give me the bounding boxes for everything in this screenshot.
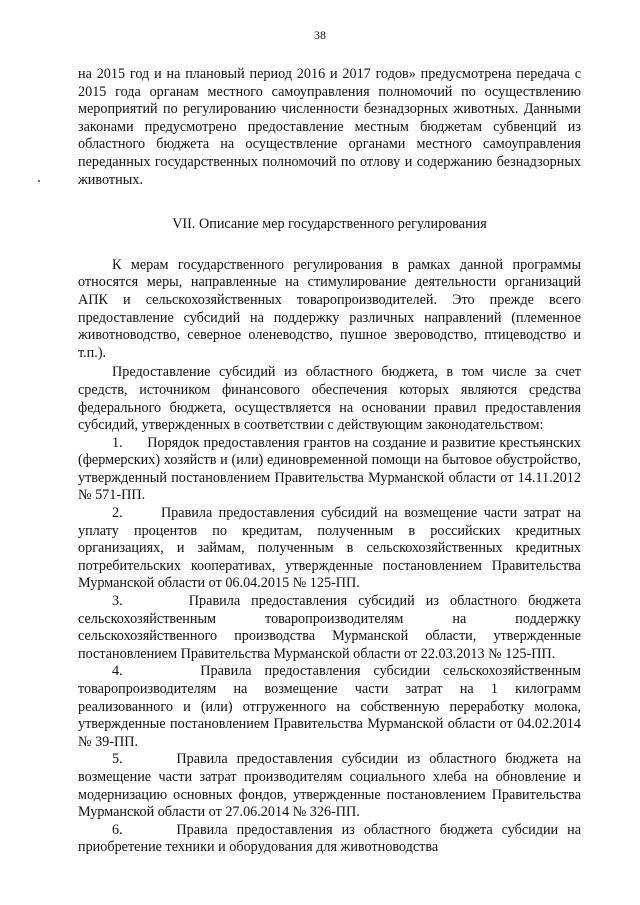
paragraph-intro: К мерам государственного регулирования в рамках данной программы относятся меры, направленные на стимулирование деятельности организаций АПК и сельскохозяйственных товаропроизводителей. Это прежде всего предоставление субсидий на поддержку различных направлений (племенное животноводство, северное оленеводство, пушное звероводство, птицеводство и т.п.). [78,256,581,361]
list-item-1: 1. Порядок предоставления грантов на создание и развитие крестьянских (фермерских) хозяйств и (или) единовременной помощи на бытовое обустройство, утвержденный постановлением Правительства Мурманской области от 14.11.2012 № 571-ПП. [78,434,581,504]
list-item-5: 5. Правила предоставления субсидии из областного бюджета на возмещение части затрат производителям социального хлеба на обновление и модернизацию основных фондов, утвержденные постановлением Правительства Мурманской области от 27.06.2014 № 326-ПП. [78,751,581,821]
document-body [78,66,581,857]
paragraph-subsidies: Предоставление субсидий из областного бюджета, в том числе за счет средств, источником финансового обеспечения которых являются средства федерального бюджета, осуществляется на основании правил предоставления субсидий, утвержденных в соответствии с действующим законодательством: [78,364,581,434]
section-heading: VII. Описание мер государственного регулирования [172,216,487,233]
list-item-3: 3. Правила предоставления субсидий из областного бюджета сельскохозяйственным товаропроизводителям на поддержку сельскохозяйственного производства Мурманской области, утвержденные постановлением Правительства Мурманской области от 22.03.2013 № 125-ПП. [78,593,581,662]
paragraph-continuation: на 2015 год и на плановый период 2016 и 2017 годов» предусмотрена передача с 2015 года органам местного самоуправления полномочий по осуществлению мероприятий по регулированию численности безнадзорных животных. Данными законами предусмотрено предоставление местным бюджетам субвенций из областного бюджета на осуществление органами местного самоуправления переданных государственных полномочий по отлову и содержанию безнадзорных животных. [78,66,581,188]
list-item-2: 2. Правила предоставления субсидий на возмещение части затрат на уплату процентов по кредитам, полученным в российских кредитных организациях, и займам, полученным в сельскохозяйственных кредитных потребительских кооперативах, утвержденные постановлением Правительства Мурманской области от 06.04.2015 № 125-ПП. [78,505,581,592]
list-item-4: 4. Правила предоставления субсидии сельскохозяйственным товаропроизводителям на возмещение части затрат на 1 килограмм реализованного и (или) отгруженного на собственную переработку молока, утвержденные постановлением Правительства Мурманской области от 04.02.2014 № 39-ПП. [78,663,581,750]
list-item-6: 6. Правила предоставления из областного бюджета субсидии на приобретение техники и оборудования для животноводства [78,821,581,856]
page-number: 38 [314,28,326,42]
margin-dot [38,180,40,182]
